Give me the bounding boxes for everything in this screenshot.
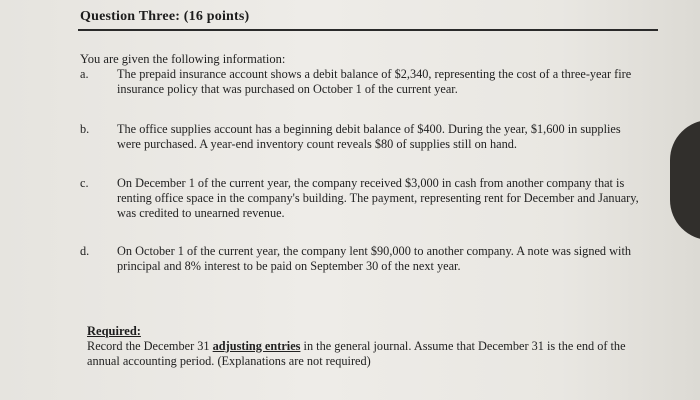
required-emphasis: adjusting entries bbox=[212, 339, 301, 353]
required-text-start: Record the December 31 bbox=[87, 339, 213, 353]
item-text: On December 1 of the current year, the company received $3,000 in cash from another company that is renting office space in the company's building. The payment, representing rent for December and January, was credited to unearned revenue. bbox=[117, 176, 639, 220]
list-item-d bbox=[80, 244, 645, 274]
item-marker: b. bbox=[80, 122, 90, 136]
list-item-a bbox=[80, 67, 645, 97]
list-item-b bbox=[80, 122, 645, 152]
list-item-c bbox=[80, 176, 645, 220]
page-shadow bbox=[670, 120, 700, 240]
item-text: The prepaid insurance account shows a debit balance of $2,340, representing the cost of a three-year fire insurance policy that was purchased on October 1 of the current year. bbox=[117, 67, 632, 96]
item-text: The office supplies account has a beginning debit balance of $400. During the year, $1,600 in supplies were purchased. A year-end inventory count reveals $80 of supplies still on hand. bbox=[117, 122, 621, 151]
intro-text: You are given the following information: bbox=[80, 52, 286, 66]
title-rule bbox=[78, 29, 658, 31]
item-marker: c. bbox=[80, 176, 89, 190]
item-marker: a. bbox=[80, 67, 89, 81]
question-title: Question Three: (16 points) bbox=[80, 9, 250, 24]
item-marker: d. bbox=[80, 244, 90, 258]
item-text: On October 1 of the current year, the company lent $90,000 to another company. A note was signed with principal and 8% interest to be paid on September 30 of the next year. bbox=[117, 244, 632, 273]
required-text-end: in the general journal. Assume that December 31 is the end of the annual accounting period. (Explanations are not required) bbox=[87, 339, 626, 368]
required-heading: Required: bbox=[87, 324, 141, 338]
required-text bbox=[87, 339, 652, 368]
